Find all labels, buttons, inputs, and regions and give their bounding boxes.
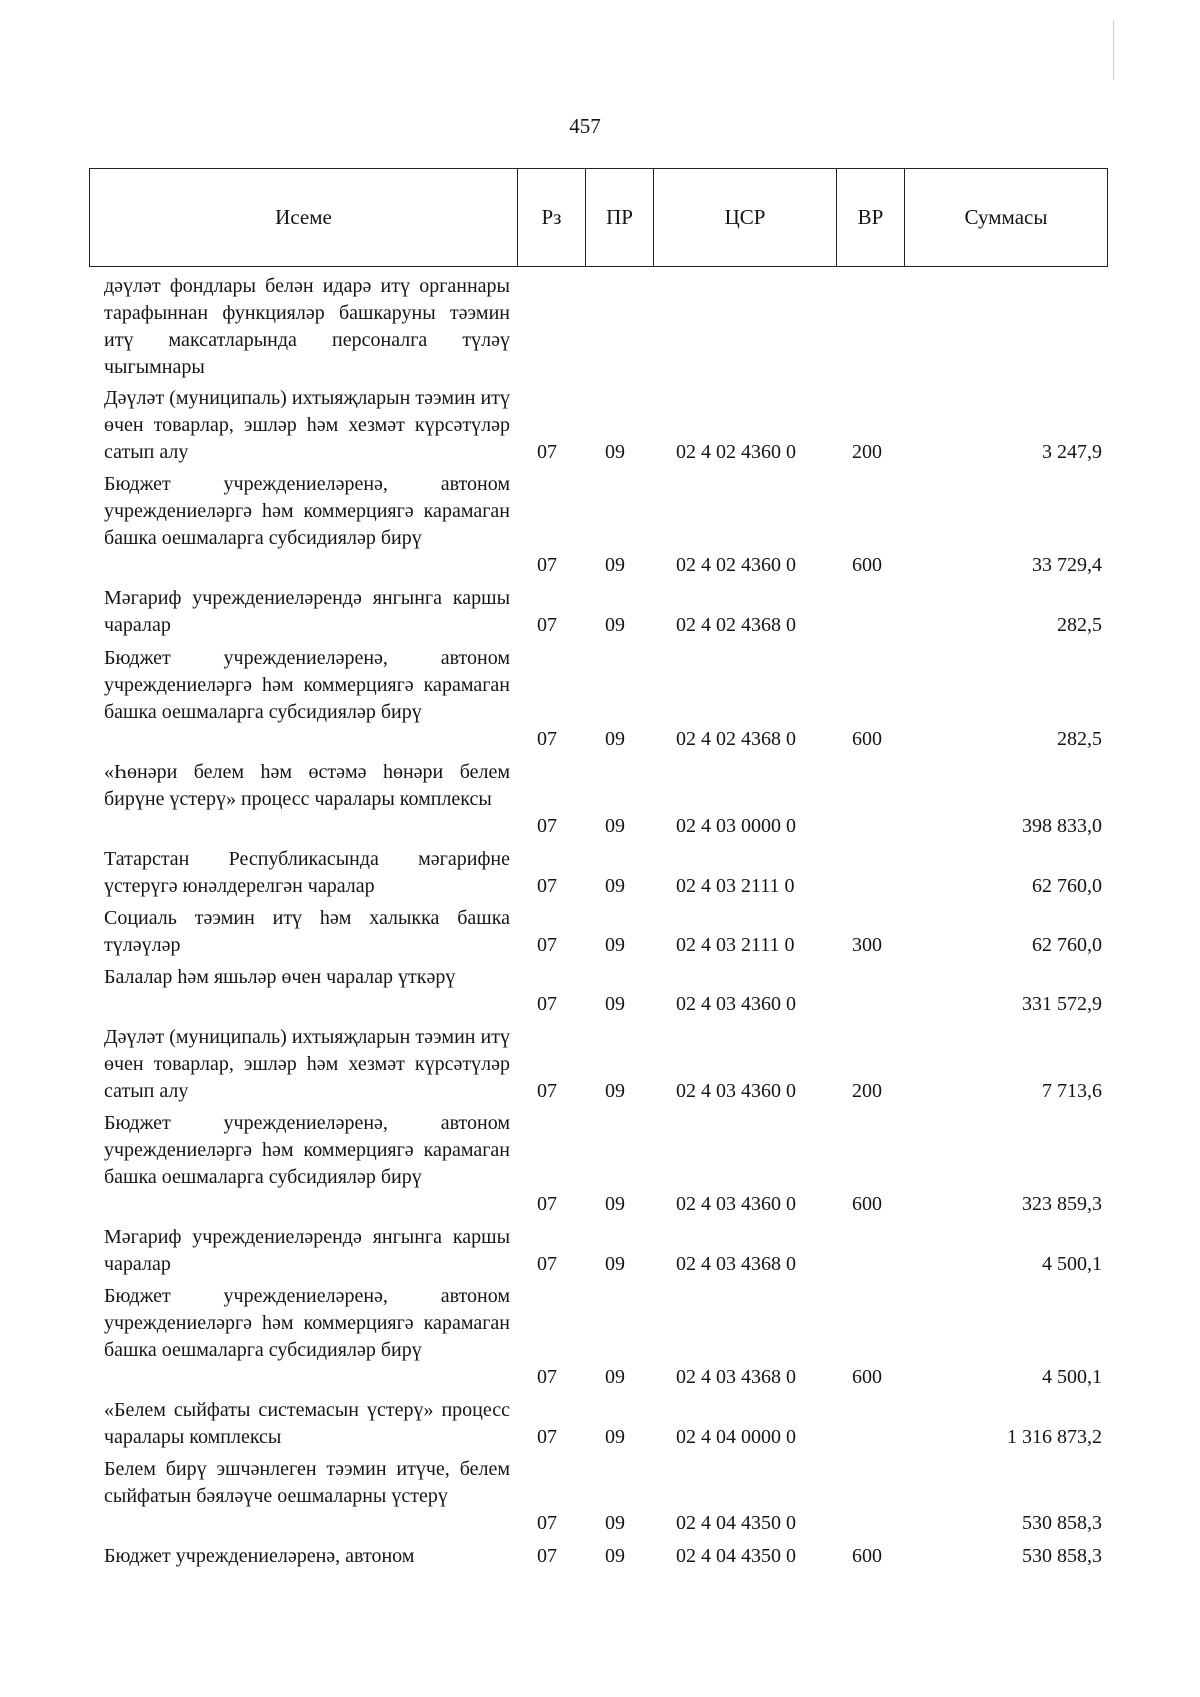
table-row (0, 846, 1200, 900)
header-vr: ВР (837, 169, 905, 266)
row-rz: 07 (537, 1193, 557, 1215)
row-rz: 07 (537, 993, 557, 1015)
row-pr: 09 (605, 993, 625, 1015)
row-rz: 07 (537, 875, 557, 897)
row-csr: 02 4 03 4368 0 (676, 1366, 796, 1388)
row-sum: 282,5 (1057, 614, 1102, 636)
row-rz: 07 (537, 815, 557, 837)
row-pr: 09 (605, 1193, 625, 1215)
table-row (0, 1456, 1200, 1537)
table-row (0, 964, 1200, 1018)
row-vr: 300 (852, 934, 882, 956)
row-name: «Һөнәри белем һәм өстәмә һөнәри белем бирүне үстерү» процесс чаралары комплексы (104, 761, 510, 810)
table-row (0, 1110, 1200, 1218)
row-pr: 09 (605, 728, 625, 750)
table-row (0, 471, 1200, 579)
row-sum: 3 247,9 (1042, 441, 1102, 463)
header-sum: Суммасы (964, 205, 1048, 229)
table-row (0, 1224, 1200, 1278)
header-pr: ПР (586, 169, 654, 266)
row-vr: 600 (852, 1545, 882, 1567)
row-pr: 09 (605, 815, 625, 837)
row-vr: 600 (852, 728, 882, 750)
row-sum: 398 833,0 (1022, 815, 1102, 837)
row-name: Бюджет учреждениеләренә, автоном учреждениеләргә һәм коммерциягә карамаган башка оешмаларга субсидияләр бирү (104, 647, 510, 723)
table-row (0, 385, 1200, 466)
table-row (0, 1397, 1200, 1451)
row-csr: 02 4 03 4360 0 (676, 1080, 796, 1102)
row-name: Бюджет учреждениеләренә, автоном учреждениеләргә һәм коммерциягә карамаган башка оешмаларга субсидияләр бирү (104, 1112, 510, 1188)
row-pr: 09 (605, 1366, 625, 1388)
header-csr: ЦСР (654, 169, 837, 266)
row-name: Дәүләт (муниципаль) ихтыяҗларын тәэмин итү өчен товарлар, эшләр һәм хезмәт күрсәтүләр сатып алу (104, 387, 510, 463)
row-vr: 600 (852, 554, 882, 576)
row-pr: 09 (605, 614, 625, 636)
row-pr: 09 (605, 1512, 625, 1534)
table-header (89, 168, 1108, 267)
row-csr: 02 4 02 4368 0 (676, 728, 796, 750)
table-row (0, 759, 1200, 840)
row-rz: 07 (537, 1080, 557, 1102)
row-csr: 02 4 04 4350 0 (676, 1545, 796, 1567)
header-name: Исеме (90, 169, 518, 266)
row-csr: 02 4 04 0000 0 (676, 1426, 796, 1448)
row-sum: 282,5 (1057, 728, 1102, 750)
row-sum: 1 316 873,2 (1007, 1426, 1102, 1448)
row-name: Дәүләт (муниципаль) ихтыяҗларын тәэмин итү өчен товарлар, эшләр һәм хезмәт күрсәтүләр сатып алу (104, 1026, 510, 1102)
row-sum: 33 729,4 (1032, 554, 1102, 576)
row-name: Бюджет учреждениеләренә, автоном (104, 1545, 415, 1567)
page-number: 457 (569, 114, 601, 138)
row-pr: 09 (605, 875, 625, 897)
row-name: Балалар һәм яшьләр өчен чаралар үткәрү (104, 966, 456, 988)
row-csr: 02 4 03 4368 0 (676, 1253, 796, 1275)
row-csr: 02 4 02 4360 0 (676, 441, 796, 463)
row-name: Белем бирү эшчәнлеген тәэмин итүче, белем сыйфатын бәяләүче оешмаларны үстерү (104, 1458, 510, 1507)
row-sum: 4 500,1 (1042, 1253, 1102, 1275)
row-sum: 530 858,3 (1022, 1512, 1102, 1534)
row-name: Мәгариф учреждениеләрендә янгынга каршы чаралар (104, 1226, 510, 1275)
row-pr: 09 (605, 1426, 625, 1448)
row-rz: 07 (537, 554, 557, 576)
row-vr: 600 (852, 1366, 882, 1388)
row-vr: 200 (852, 1080, 882, 1102)
row-sum: 62 760,0 (1032, 934, 1102, 956)
table-row (0, 1283, 1200, 1391)
table-row (0, 1024, 1200, 1105)
row-name: «Белем сыйфаты системасын үстерү» процесс чаралары комплексы (104, 1399, 510, 1448)
table-row (0, 905, 1200, 959)
row-rz: 07 (537, 934, 557, 956)
row-sum: 331 572,9 (1022, 993, 1102, 1015)
row-csr: 02 4 03 4360 0 (676, 1193, 796, 1215)
row-csr: 02 4 03 2111 0 (676, 875, 795, 897)
row-sum: 530 858,3 (1022, 1545, 1102, 1567)
row-name: Бюджет учреждениеләренә, автоном учреждениеләргә һәм коммерциягә карамаган башка оешмаларга субсидияләр бирү (104, 473, 510, 549)
row-pr: 09 (605, 1253, 625, 1275)
row-pr: 09 (605, 554, 625, 576)
row-vr: 600 (852, 1193, 882, 1215)
row-csr: 02 4 03 0000 0 (676, 815, 796, 837)
header-rz: Рз (518, 169, 586, 266)
row-sum: 7 713,6 (1042, 1080, 1102, 1102)
continuation-text: дәүләт фондлары белән идарә итү органнары тарафыннан функцияләр башкаруны тәэмин итү максатларында персоналга түләү чыгымнары (104, 275, 510, 378)
row-sum: 62 760,0 (1032, 875, 1102, 897)
scan-margin-mark (1113, 20, 1114, 80)
row-csr: 02 4 04 4350 0 (676, 1512, 796, 1534)
table-row (0, 645, 1200, 753)
row-rz: 07 (537, 1253, 557, 1275)
row-name: Социаль тәэмин итү һәм халыкка башка түләүләр (104, 907, 510, 956)
row-pr: 09 (605, 934, 625, 956)
row-csr: 02 4 02 4360 0 (676, 554, 796, 576)
row-pr: 09 (605, 1545, 625, 1567)
row-csr: 02 4 03 4360 0 (676, 993, 796, 1015)
table-row (0, 1543, 1200, 1570)
row-vr: 200 (852, 441, 882, 463)
row-rz: 07 (537, 1512, 557, 1534)
continuation-row (0, 273, 1200, 381)
row-name: Бюджет учреждениеләренә, автоном учреждениеләргә һәм коммерциягә карамаган башка оешмаларга субсидияләр бирү (104, 1285, 510, 1361)
row-csr: 02 4 03 2111 0 (676, 934, 795, 956)
row-sum: 4 500,1 (1042, 1366, 1102, 1388)
row-name: Мәгариф учреждениеләрендә янгынга каршы чаралар (104, 587, 510, 636)
table-row (0, 585, 1200, 639)
row-rz: 07 (537, 441, 557, 463)
row-sum: 323 859,3 (1022, 1193, 1102, 1215)
row-pr: 09 (605, 1080, 625, 1102)
row-rz: 07 (537, 614, 557, 636)
row-pr: 09 (605, 441, 625, 463)
row-csr: 02 4 02 4368 0 (676, 614, 796, 636)
row-rz: 07 (537, 728, 557, 750)
row-rz: 07 (537, 1426, 557, 1448)
row-rz: 07 (537, 1545, 557, 1567)
row-rz: 07 (537, 1366, 557, 1388)
row-name: Татарстан Республикасында мәгарифне үстерүгә юнәлдерелгән чаралар (104, 848, 510, 897)
